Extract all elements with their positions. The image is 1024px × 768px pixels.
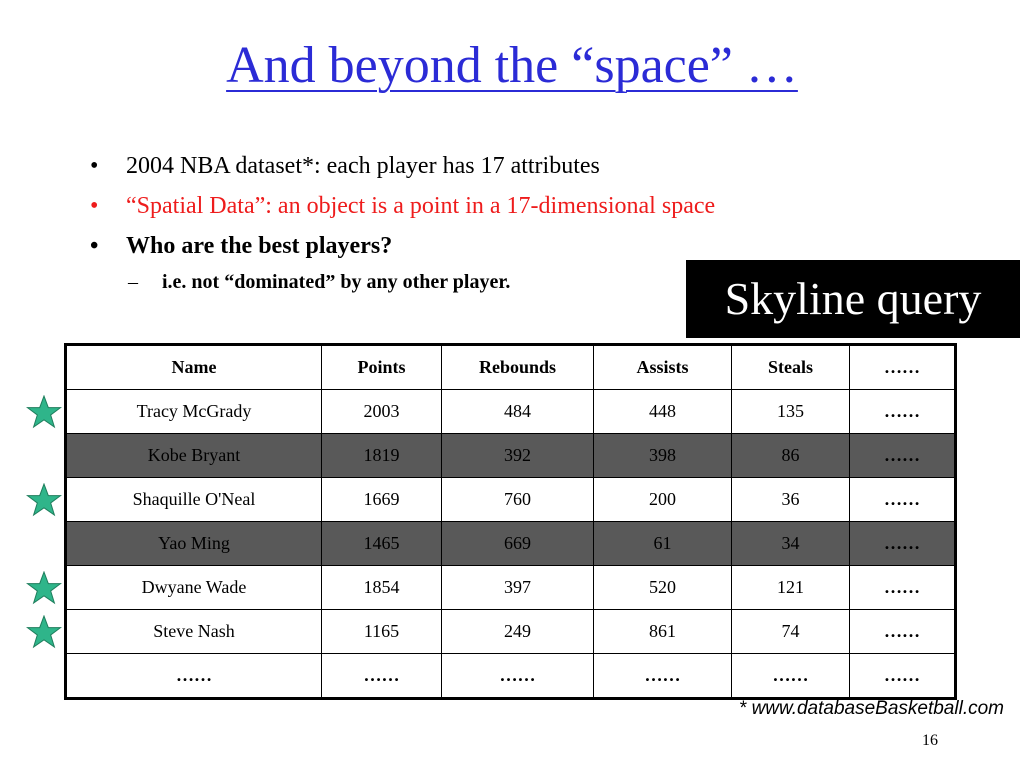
sub-bullet-item bbox=[90, 266, 715, 298]
slide-title: And beyond the “space” … bbox=[226, 37, 798, 94]
table-row bbox=[66, 654, 956, 699]
cell-rebounds: 760 bbox=[442, 478, 594, 522]
cell-name: Tracy McGrady bbox=[66, 390, 322, 434]
cell-steals: 135 bbox=[732, 390, 850, 434]
cell-rebounds: 397 bbox=[442, 566, 594, 610]
cell-name: Dwyane Wade bbox=[66, 566, 322, 610]
cell-steals: 121 bbox=[732, 566, 850, 610]
cell-steals: 36 bbox=[732, 478, 850, 522]
table-row bbox=[66, 478, 956, 522]
column-header-assists: Assists bbox=[594, 345, 732, 390]
cell-name: Steve Nash bbox=[66, 610, 322, 654]
star-icon bbox=[26, 395, 62, 429]
bullet-list bbox=[90, 146, 715, 298]
table-header-row bbox=[66, 345, 956, 390]
cell-points: 1465 bbox=[322, 522, 442, 566]
cell-assists: 200 bbox=[594, 478, 732, 522]
cell-rebounds: 249 bbox=[442, 610, 594, 654]
sub-bullet-marker: – bbox=[128, 271, 138, 293]
bullet-marker: • bbox=[90, 153, 99, 179]
cell-points: 1819 bbox=[322, 434, 442, 478]
cell-points: 1854 bbox=[322, 566, 442, 610]
column-header-steals: Steals bbox=[732, 345, 850, 390]
page-number: 16 bbox=[922, 732, 938, 749]
bullet-text: Who are the best players? bbox=[126, 233, 393, 259]
table-row bbox=[66, 566, 956, 610]
star-icon bbox=[26, 571, 62, 605]
cell-steals: 34 bbox=[732, 522, 850, 566]
cell-points: …… bbox=[322, 654, 442, 699]
cell-rebounds: 669 bbox=[442, 522, 594, 566]
cell-steals: 86 bbox=[732, 434, 850, 478]
cell-assists: 861 bbox=[594, 610, 732, 654]
cell-points: 2003 bbox=[322, 390, 442, 434]
cell-assists: 448 bbox=[594, 390, 732, 434]
source-footnote: * www.databaseBasketball.com bbox=[738, 698, 1004, 719]
cell-rebounds: 484 bbox=[442, 390, 594, 434]
cell-more: …… bbox=[850, 434, 956, 478]
bullet-item bbox=[90, 226, 715, 266]
table-row bbox=[66, 522, 956, 566]
cell-rebounds: 392 bbox=[442, 434, 594, 478]
cell-assists: …… bbox=[594, 654, 732, 699]
table-row bbox=[66, 434, 956, 478]
table-row bbox=[66, 610, 956, 654]
cell-name: Yao Ming bbox=[66, 522, 322, 566]
cell-name: …… bbox=[66, 654, 322, 699]
cell-assists: 61 bbox=[594, 522, 732, 566]
cell-assists: 520 bbox=[594, 566, 732, 610]
cell-name: Kobe Bryant bbox=[66, 434, 322, 478]
cell-more: …… bbox=[850, 654, 956, 699]
cell-more: …… bbox=[850, 478, 956, 522]
star-icon bbox=[26, 615, 62, 649]
star-icon bbox=[26, 483, 62, 517]
bullet-item bbox=[90, 146, 715, 186]
column-header-more: …… bbox=[850, 345, 956, 390]
bullet-item bbox=[90, 186, 715, 226]
table-row bbox=[66, 390, 956, 434]
cell-points: 1165 bbox=[322, 610, 442, 654]
skyline-query-callout: Skyline query bbox=[686, 260, 1020, 338]
bullet-marker: • bbox=[90, 193, 99, 219]
cell-rebounds: …… bbox=[442, 654, 594, 699]
cell-steals: …… bbox=[732, 654, 850, 699]
cell-more: …… bbox=[850, 390, 956, 434]
bullet-text: 2004 NBA dataset*: each player has 17 attributes bbox=[126, 153, 600, 179]
sub-bullet-text: i.e. not “dominated” by any other player. bbox=[162, 271, 511, 293]
bullet-text: “Spatial Data”: an object is a point in a 17-dimensional space bbox=[126, 193, 716, 219]
cell-more: …… bbox=[850, 566, 956, 610]
cell-points: 1669 bbox=[322, 478, 442, 522]
column-header-rebounds: Rebounds bbox=[442, 345, 594, 390]
cell-more: …… bbox=[850, 610, 956, 654]
bullet-marker: • bbox=[90, 233, 99, 259]
column-header-name: Name bbox=[66, 345, 322, 390]
cell-steals: 74 bbox=[732, 610, 850, 654]
nba-player-table bbox=[64, 343, 957, 700]
cell-assists: 398 bbox=[594, 434, 732, 478]
column-header-points: Points bbox=[322, 345, 442, 390]
cell-more: …… bbox=[850, 522, 956, 566]
cell-name: Shaquille O'Neal bbox=[66, 478, 322, 522]
